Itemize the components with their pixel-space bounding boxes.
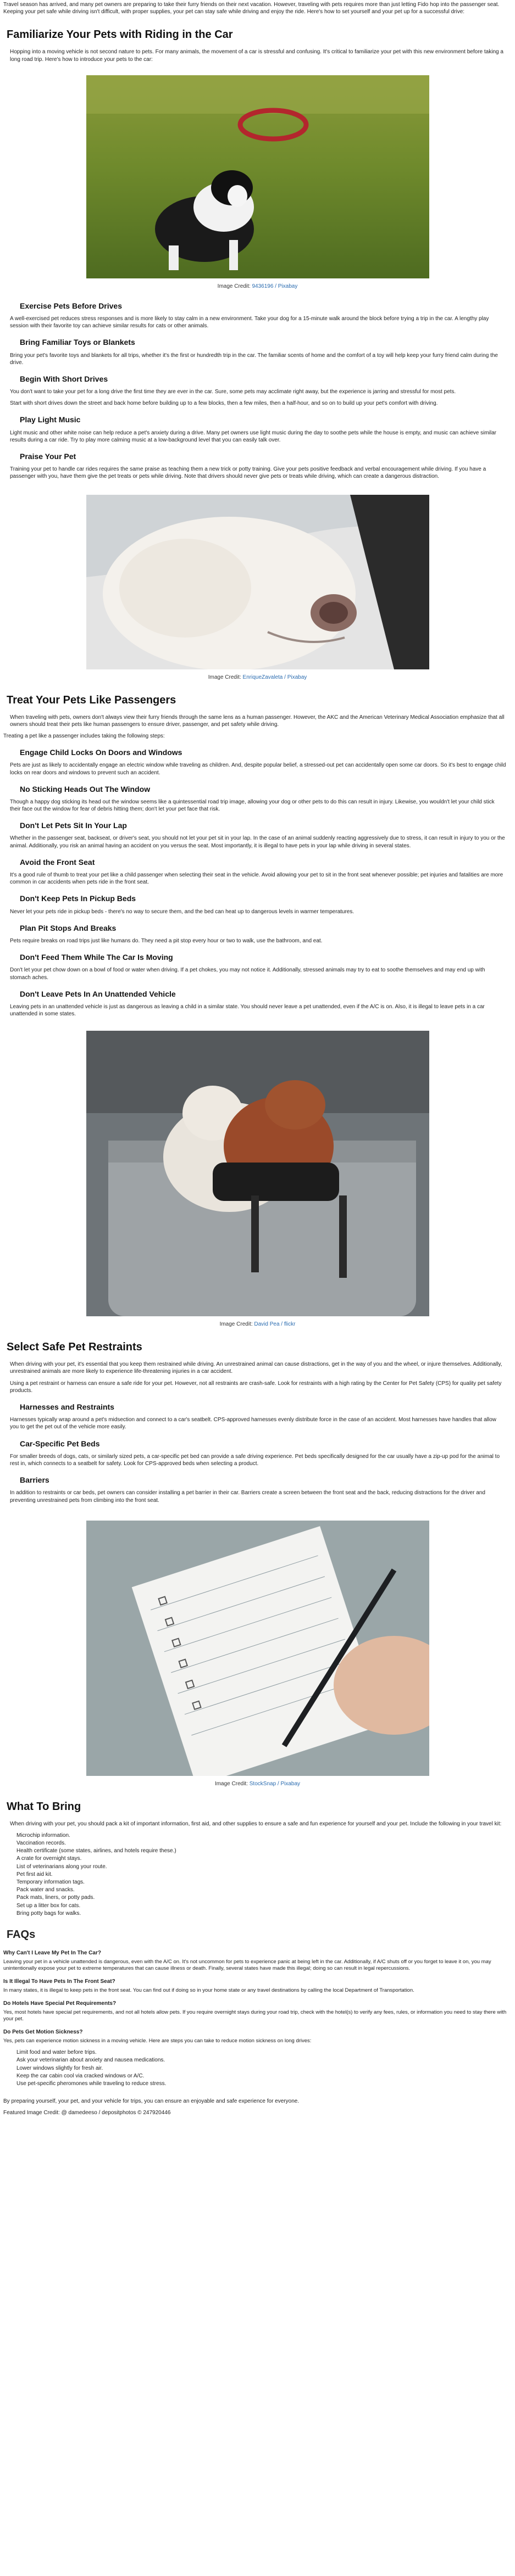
list-item: Keep the car cabin cool via cracked windows or A/C. [16,2072,145,2079]
paragraph: In addition to restraints or car beds, pet owners can consider installing a pet barrier in their car. Barriers create a screen between the front seat and the back, reducing distractions for the driver and preventing unrestrained pets from climbing into the front seat. [10,1490,485,1504]
figure-dogs-harness [86,1031,429,1328]
caption-label: Image Credit: [217,283,251,289]
figure-dog-car-window [86,495,429,681]
paragraph: Harnesses typically wrap around a pet's midsection and connect to a car's seatbelt. CPS-approved harnesses evenly distribute force in the case of an accident. Most harnesses have handles that allow you to get the pet out of the vehicle more easily. [10,1417,496,1431]
subheading-pet-beds: Car-Specific Pet Beds [20,1439,100,1448]
list-item: Vaccination records. [16,1840,66,1847]
list-item: Pet first aid kit. [16,1871,53,1877]
dog-grass-photo [86,75,429,278]
image-credit-link[interactable]: David Pea / flickr [254,1321,296,1328]
section-heading-passengers: Treat Your Pets Like Passengers [7,694,176,706]
list-item: Set up a litter box for cats. [16,1902,81,1909]
paragraph: Leaving pets in an unattended vehicle is just as dangerous as leaving a child in a similar state. You should never leave a pet unattended, even if the A/C is on. Also, it is illegal to leave pets in a car unattended in some states. [10,1003,485,1018]
motion-sickness-list [3,2049,512,2088]
faq-question: Why Can't I Leave My Pet In The Car? [3,1949,101,1956]
subheading-unattended: Don't Leave Pets In An Unattended Vehicle [20,989,176,998]
paragraph: Pets require breaks on road trips just like humans do. They need a pit stop every hour or two to walk, use the bathroom, and eat. [10,937,323,944]
faq-answer: In many states, it is illegal to keep pets in the front seat. You can find out if doing so in your home state or any travel destinations by calling the local Department of Transportation. [3,1987,414,1993]
list-item: A crate for overnight stays. [16,1856,82,1862]
paragraph: Start with short drives down the street and back home before building up to a few blocks, then a few miles, then a half-hour, and so on to build up your pet's comfort with driving. [10,400,438,407]
travel-kit-list [3,1832,512,1918]
subheading-child-locks: Engage Child Locks On Doors and Windows [20,748,182,757]
dog-grass-image [86,75,429,278]
caption-label: Image Credit: [219,1321,253,1328]
section-heading-restraints: Select Safe Pet Restraints [7,1341,142,1354]
paragraph: A well-exercised pet reduces stress responses and is more likely to stay calm in a new environment. Take your dog for a 15-minute walk around the block before trying a trip in the car. A lengthy play session with their favorite toy can achieve similar results for cats or other animals. [10,315,489,329]
image-credit-link[interactable]: StockSnap / Pixabay [249,1780,301,1787]
list-item: Bring potty bags for walks. [16,1910,81,1916]
closing-paragraph: By preparing yourself, your pet, and your vehicle for trips, you can ensure an enjoyable and safe experience for everyone. [3,2098,300,2105]
image-caption [86,283,429,290]
section-heading-familiarize: Familiarize Your Pets with Riding in the Car [7,29,233,41]
list-item: Pack mats, liners, or potty pads. [16,1895,95,1901]
subheading-praise: Praise Your Pet [20,452,76,461]
dog-car-image [86,495,429,669]
figure-checklist [86,1521,429,1787]
section-lead: Hopping into a moving vehicle is not second nature to pets. For many animals, the movement of a car is stressful and confusing. It's critical to familiarize your pet with this new environment before taking a long road trip. Here's how to introduce your pets to the car: [10,49,503,63]
paragraph: You don't want to take your pet for a long drive the first time they are ever in the car. Sure, some pets may acclimate right away, but the experience is jarring and stressful for most pets. [10,389,456,395]
list-item: Pack water and snacks. [16,1887,75,1893]
paragraph: Whether in the passenger seat, backseat, or driver's seat, you should not let your pet sit in your lap. In the case of an animal suddenly reacting aggressively due to stress, it can result in injury to you or the animal. Additionally, you risk an animal having an accident on you versus the seat. Most importantly, it is illegal to have pets in your lap while driving in several states. [10,835,505,849]
caption-label: Image Credit: [208,674,241,680]
faq-answer: Yes, most hotels have special pet requirements, and not all hotels allow pets. If you require overnight stays during your road trip, check with the hotel(s) to verify any fees, rules, or information you need to stay there with your pet. [3,2009,507,2022]
faq-answer: Leaving your pet in a vehicle unattended is dangerous, even with the A/C on. It's not uncommon for pets to experience panic at being left in the car. Additionally, if A/C shuts off or you forget to leave it on, you may unintentionally expose your pet to extreme temperatures that can cause illness or death. Finally, several states have made this illegal; doing so can result in legal repercussions. [3,1958,491,1972]
checklist-photo [86,1521,429,1776]
dogs-harness-photo [86,1031,429,1316]
featured-image-credit: Featured Image Credit: @ damedeeso / depositphotos © 247920446 [3,2110,171,2116]
subheading-toys: Bring Familiar Toys or Blankets [20,338,135,347]
list-item: Ask your veterinarian about anxiety and nausea medications. [16,2057,165,2064]
caption-label: Image Credit: [214,1780,248,1787]
section-lead: When traveling with pets, owners don't always view their furry friends through the same lens as a human passenger. However, the AKC and the American Veterinary Medical Association emphasize that all owners should treat their pets like human passengers to ensure driver, passenger, and pet safety while driving. [10,714,505,728]
faq-question: Do Hotels Have Special Pet Requirements? [3,2000,117,2007]
image-caption [86,674,429,681]
paragraph: Light music and other white noise can help reduce a pet's anxiety during a drive. Many pet owners use light music during the day to soothe pets while the house is empty, and music can achieve similar results during a car ride. Try to play more calming music at a low-background level that you can easily talk over. [10,429,496,443]
list-item: Health certificate (some states, airlines, and hotels require these.) [16,1848,176,1854]
paragraph: It's a good rule of thumb to treat your pet like a child passenger when selecting their seat in the vehicle. Avoid allowing your pet to sit in the front seat whenever possible; pet injuries and fatalities are more common in car accidents when pets ride in the front seat. [10,872,503,886]
faq-heading: FAQs [7,1928,36,1941]
paragraph: Bring your pet's favorite toys and blankets for all trips, whether it's the first or hundredth trip in the car. The familiar scents of home and the comfort of a toy will help keep your furry friend calm during the drive. [10,352,498,366]
section-lead-2: Treating a pet like a passenger includes taking the following steps: [3,733,165,739]
checklist-image [86,1521,429,1776]
paragraph: Though a happy dog sticking its head out the window seems like a quintessential road trip image, allowing your dog or other pets to do this can result in injury. Likewise, you wouldn't let your child stick their face out the window for fear of debris hitting them; don't let your pet face that risk. [10,798,495,813]
list-item: Limit food and water before trips. [16,2049,97,2056]
subheading-pickup: Don't Keep Pets In Pickup Beds [20,894,136,903]
image-credit-link[interactable]: EnriqueZavaleta / Pixabay [242,674,307,680]
subheading-lap: Don't Let Pets Sit In Your Lap [20,821,127,830]
subheading-pit-stops: Plan Pit Stops And Breaks [20,923,117,932]
faq-answer: Yes, pets can experience motion sickness in a moving vehicle. Here are steps you can take to reduce motion sickness on long drives: [3,2037,312,2044]
list-item: Lower windows slightly for fresh air. [16,2065,103,2071]
section-lead-2: Using a pet restraint or harness can ensure a safe ride for your pet. However, not all restraints are crash-safe. Look for restraints with a high rating by the Center for Pet Safety (CPS) for quality pet safety products. [10,1380,502,1394]
image-caption [86,1321,429,1328]
list-item: Use pet-specific pheromones while traveling to reduce stress. [16,2080,167,2087]
subheading-short-drives: Begin With Short Drives [20,374,108,383]
subheading-harnesses: Harnesses and Restraints [20,1402,114,1411]
subheading-exercise: Exercise Pets Before Drives [20,301,122,310]
subheading-music: Play Light Music [20,415,81,424]
article [0,1,515,2116]
faq-question: Is It Illegal To Have Pets In The Front Seat? [3,1979,115,1985]
subheading-feeding: Don't Feed Them While The Car Is Moving [20,953,173,962]
paragraph: Training your pet to handle car rides requires the same praise as teaching them a new trick or potty training. Give your pets positive feedback and verbal encouragement while driving. If you have a passenger with you, have them give the pet treats or pets while driving. Note that drivers should never give pets or treats while driving, which can create a dangerous distraction. [10,466,486,480]
list-item: Microchip information. [16,1832,70,1839]
image-caption [86,1780,429,1787]
paragraph: Don't let your pet chow down on a bowl of food or water when driving. If a pet chokes, you may not notice it. Additionally, stressed animals may try to eat to soothe themselves and may end up with stomach aches. [10,967,485,981]
paragraph: For smaller breeds of dogs, cats, or similarly sized pets, a car-specific pet bed can provide a safe driving experience. Pet beds specifically designed for the car usually have a zip-up pod for the animal to rest in, which connects to a seatbelt for safety. Look for CPS-approved beds when selecting a product. [10,1453,500,1467]
list-item: List of veterinarians along your route. [16,1863,107,1870]
paragraph: Never let your pets ride in pickup beds - there's no way to secure them, and the bed can heat up to dangerous levels in warmer temperatures. [10,908,355,915]
list-item: Temporary information tags. [16,1879,85,1885]
dog-car-photo [86,495,429,669]
paragraph: Pets are just as likely to accidentally engage an electric window while traveling as children. And, despite popular belief, a stressed-out pet can accidentally open some car doors. So it's best to engage child locks on rear doors and windows to prevent such an accident. [10,762,506,776]
intro-paragraph: Travel season has arrived, and many pet owners are preparing to take their furry friends on their next vacation. However, traveling with pets requires more than just letting Fido hop into the passenger seat. Keeping your pet safe while driving isn't difficult, with proper supplies, your pet can stay safe while driving and enjoy the ride. Here's how to set yourself and your pet up for a successful drive: [3,2,500,15]
section-lead: When driving with your pet, it's essential that you keep them restrained while driving. An unrestrained animal can cause distractions, get in the way of you and the wheel, or injure themselves. Additionally, unrestrained animals are more likely to experience life-threatening injuries in a car accident. [10,1361,502,1375]
subheading-barriers: Barriers [20,1476,49,1485]
dogs-harness-image [86,1031,429,1316]
section-lead: When driving with your pet, you should pack a kit of important information, first aid, and other supplies to ensure a safe and fun experience for yourself and your pet. Include the following in your travel kit: [10,1820,502,1827]
figure-dog-grass [86,75,429,290]
image-credit-link[interactable]: 9436196 / Pixabay [252,283,298,289]
faq-question: Do Pets Get Motion Sickness? [3,2029,83,2035]
subheading-front-seat: Avoid the Front Seat [20,857,95,867]
section-heading-what-to-bring: What To Bring [7,1800,81,1813]
subheading-window: No Sticking Heads Out The Window [20,784,151,794]
